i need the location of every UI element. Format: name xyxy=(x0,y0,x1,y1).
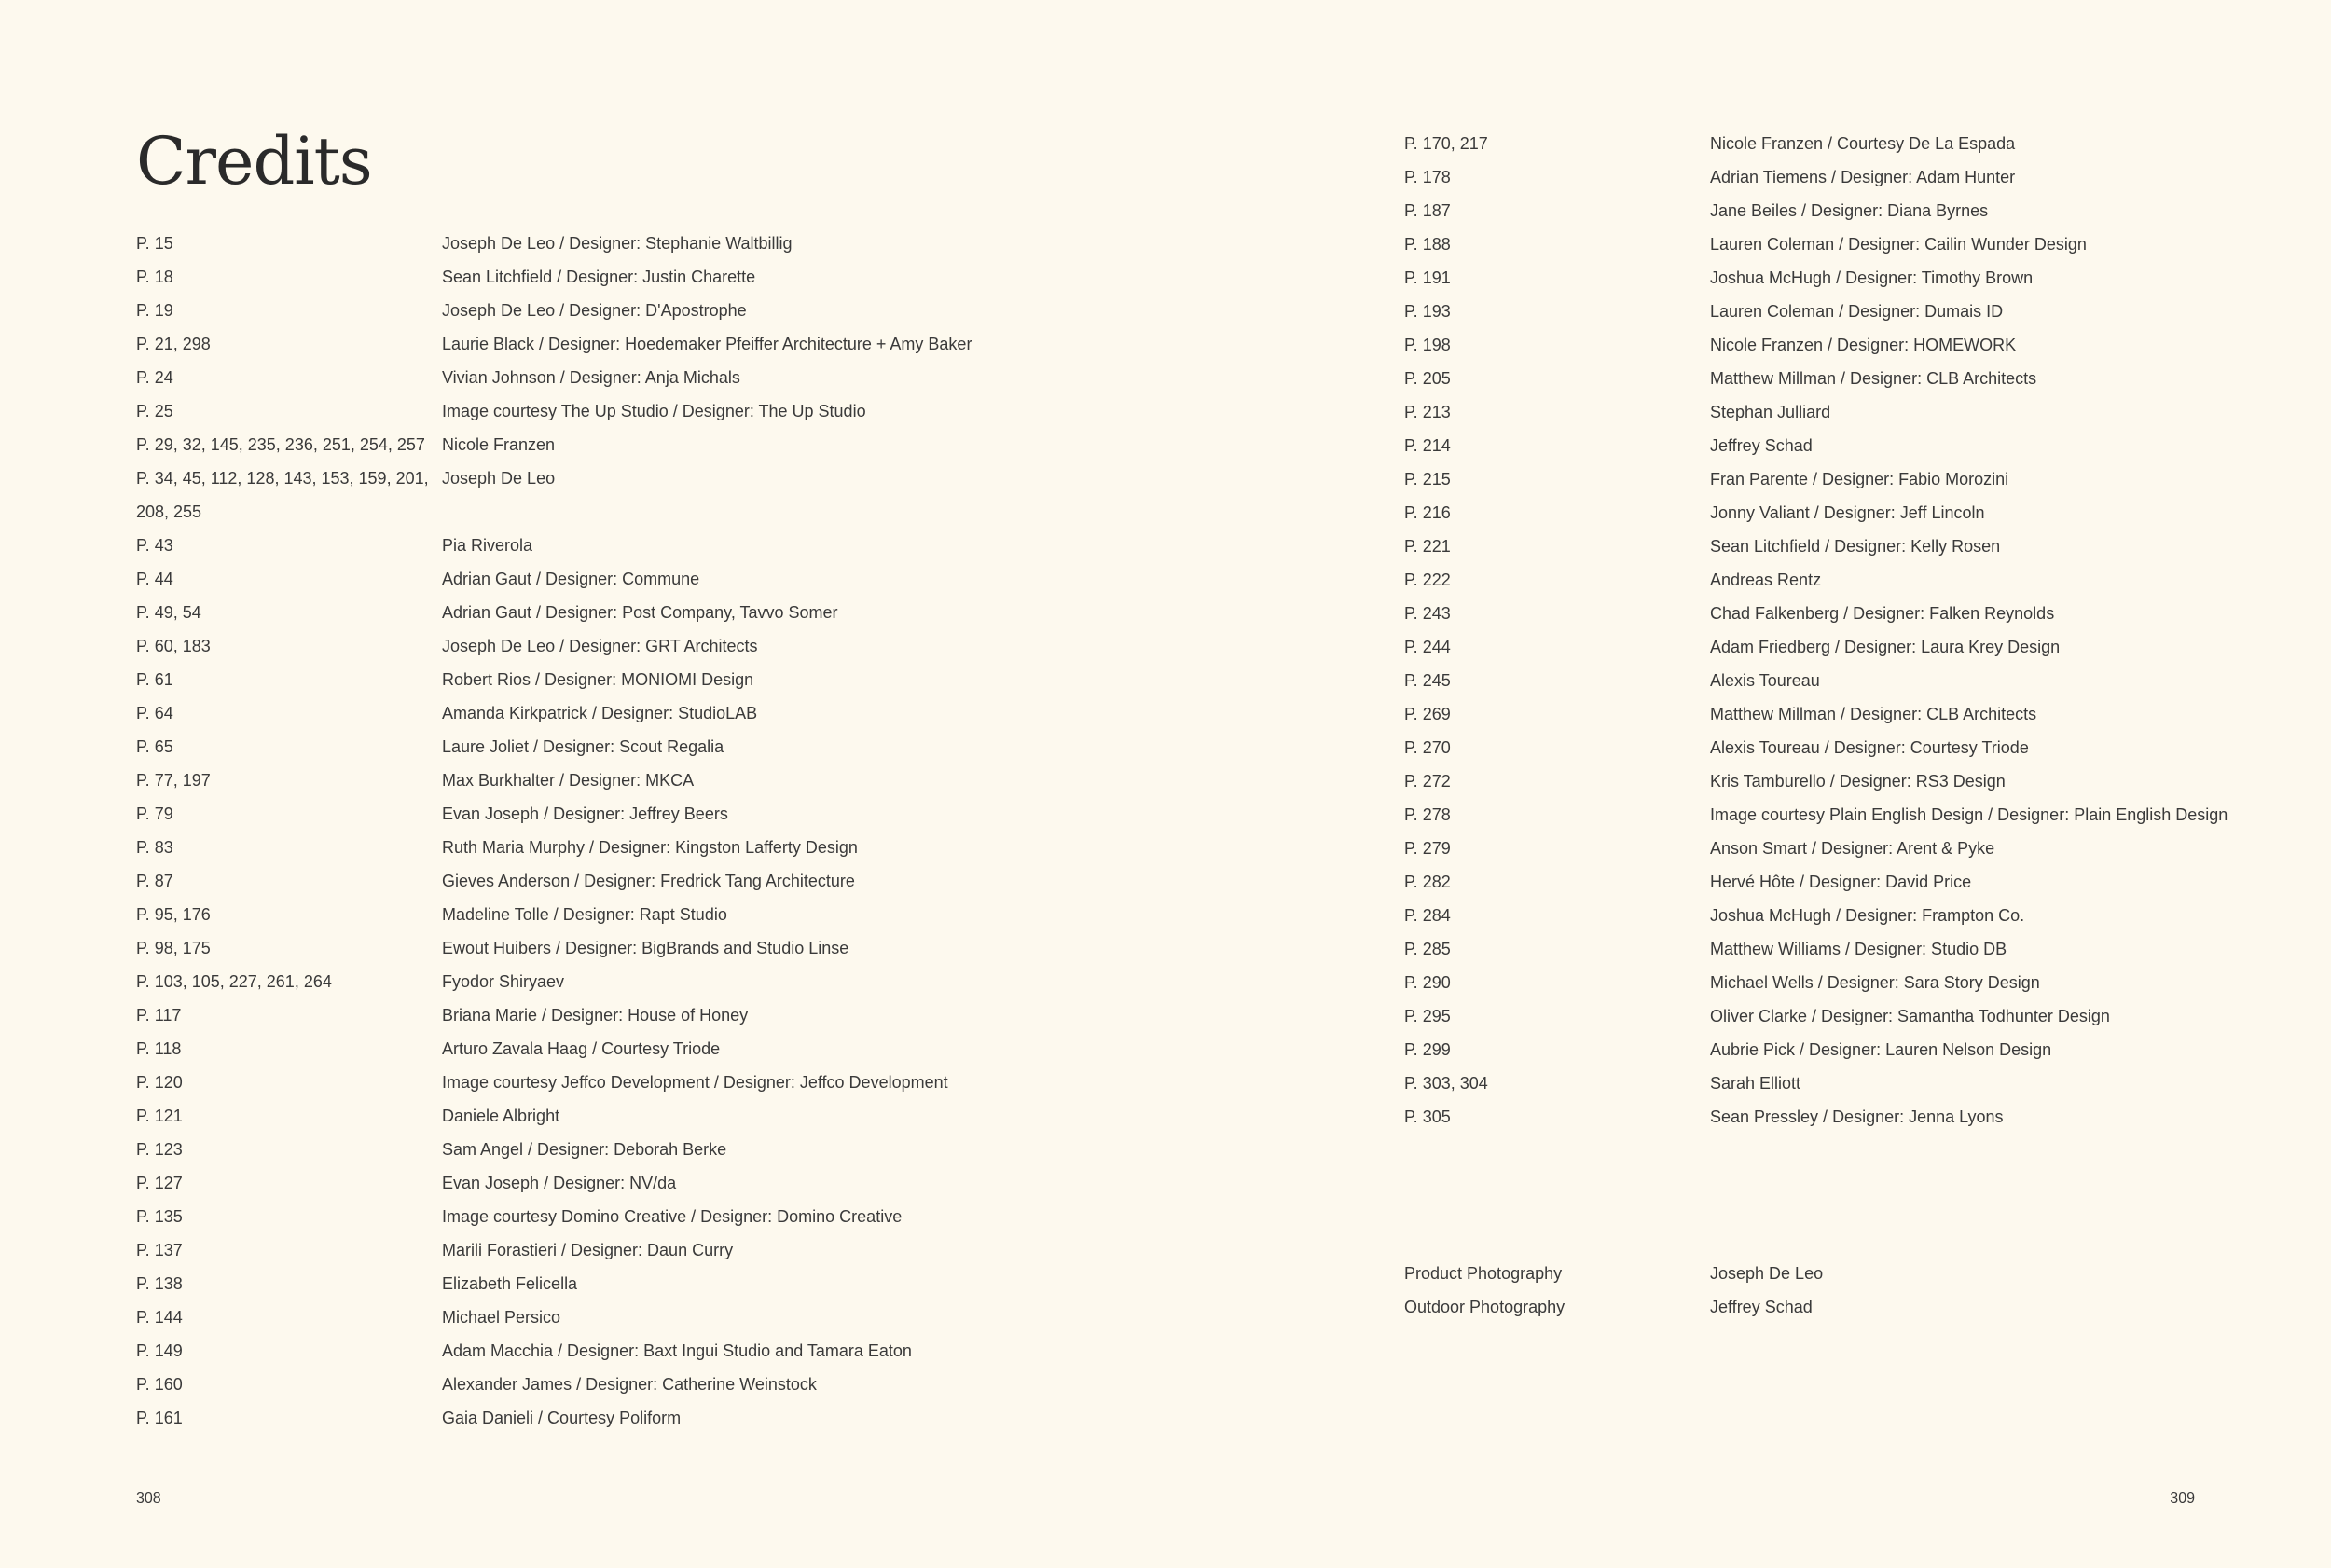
credit-pages: P. 95, 176 xyxy=(136,905,211,924)
credit-pages: P. 34, 45, 112, 128, 143, 153, 159, 201, xyxy=(136,469,429,488)
credit-name: Kris Tamburello / Designer: RS3 Design xyxy=(1710,772,2006,791)
credit-name: Laurie Black / Designer: Hoedemaker Pfeiffer Architecture + Amy Baker xyxy=(442,335,972,353)
credit-name: Joseph De Leo / Designer: GRT Architects xyxy=(442,637,758,655)
credit-name: Anson Smart / Designer: Arent & Pyke xyxy=(1710,839,1995,858)
credit-name: Jane Beiles / Designer: Diana Byrnes xyxy=(1710,201,1989,220)
credit-name: Jeffrey Schad xyxy=(1710,1298,1813,1316)
credit-name: Andreas Rentz xyxy=(1710,571,1822,589)
credit-name: Max Burkhalter / Designer: MKCA xyxy=(442,771,695,790)
credit-row xyxy=(1404,462,2228,496)
credit-row xyxy=(136,998,972,1032)
credit-name: Alexander James / Designer: Catherine Weinstock xyxy=(442,1375,817,1394)
credit-row xyxy=(136,797,972,831)
credit-row xyxy=(1404,261,2228,295)
credit-name: Aubrie Pick / Designer: Lauren Nelson Design xyxy=(1710,1040,2052,1059)
credit-row xyxy=(136,831,972,864)
credit-name: Evan Joseph / Designer: Jeffrey Beers xyxy=(442,805,728,823)
credit-name: Oliver Clarke / Designer: Samantha Todhunter Design xyxy=(1710,1007,2110,1025)
credit-row xyxy=(136,260,972,294)
credit-name: Evan Joseph / Designer: NV/da xyxy=(442,1174,677,1192)
credit-row xyxy=(136,495,972,529)
credit-row xyxy=(1404,127,2228,160)
credit-pages: P. 64 xyxy=(136,704,173,722)
credit-pages: P. 178 xyxy=(1404,168,1451,186)
credit-name: Nicole Franzen / Courtesy De La Espada xyxy=(1710,134,2016,153)
credit-name: Pia Riverola xyxy=(442,536,533,555)
credit-pages: P. 60, 183 xyxy=(136,637,211,655)
credit-pages: P. 137 xyxy=(136,1241,183,1259)
credit-pages: P. 98, 175 xyxy=(136,939,211,957)
credit-pages: P. 244 xyxy=(1404,638,1451,656)
credit-name: Madeline Tolle / Designer: Rapt Studio xyxy=(442,905,727,924)
credit-row xyxy=(136,1099,972,1133)
credit-pages: P. 83 xyxy=(136,838,173,857)
credit-pages: P. 65 xyxy=(136,737,173,756)
credit-row xyxy=(136,428,972,461)
credit-row xyxy=(1404,395,2228,429)
credit-name: Arturo Zavala Haag / Courtesy Triode xyxy=(442,1039,721,1058)
credit-row xyxy=(1404,731,2228,764)
credit-pages: P. 305 xyxy=(1404,1107,1451,1126)
credit-pages: P. 161 xyxy=(136,1409,183,1427)
credit-pages: P. 24 xyxy=(136,368,173,387)
credit-row xyxy=(1404,496,2228,530)
credit-pages: P. 77, 197 xyxy=(136,771,211,790)
credit-name: Image courtesy Domino Creative / Designer: Domino Creative xyxy=(442,1207,903,1226)
credit-row xyxy=(136,864,972,898)
credit-pages: P. 188 xyxy=(1404,235,1451,254)
credit-name: Sam Angel / Designer: Deborah Berke xyxy=(442,1140,727,1159)
credit-row xyxy=(1404,865,2228,899)
credit-name: Matthew Williams / Designer: Studio DB xyxy=(1710,940,2007,958)
credit-pages: P. 205 xyxy=(1404,369,1451,388)
credit-row xyxy=(136,1032,972,1066)
credit-pages: P. 103, 105, 227, 261, 264 xyxy=(136,972,332,991)
credit-pages: P. 214 xyxy=(1404,436,1451,455)
credit-row xyxy=(136,1334,972,1368)
credit-pages: P. 215 xyxy=(1404,470,1451,488)
credit-name: Jeffrey Schad xyxy=(1710,436,1813,455)
credit-name: Sean Litchfield / Designer: Justin Charette xyxy=(442,268,756,286)
credit-name: Briana Marie / Designer: House of Honey xyxy=(442,1006,749,1025)
credit-row xyxy=(136,596,972,629)
credit-row xyxy=(1404,764,2228,798)
credit-name: Robert Rios / Designer: MONIOMI Design xyxy=(442,670,754,689)
credit-name: Sean Pressley / Designer: Jenna Lyons xyxy=(1710,1107,2004,1126)
photography-credits-list xyxy=(1404,1257,1823,1324)
credit-row xyxy=(136,965,972,998)
credit-pages: P. 149 xyxy=(136,1341,183,1360)
credit-name: Hervé Hôte / Designer: David Price xyxy=(1710,873,1972,891)
credit-pages: P. 87 xyxy=(136,872,173,890)
credit-name: Nicole Franzen / Designer: HOMEWORK xyxy=(1710,336,2017,354)
credit-row xyxy=(1404,1033,2228,1066)
credit-pages: P. 187 xyxy=(1404,201,1451,220)
credit-pages: P. 135 xyxy=(136,1207,183,1226)
credit-name: Joseph De Leo xyxy=(442,469,556,488)
credit-row xyxy=(1404,664,2228,697)
credit-name: Daniele Albright xyxy=(442,1107,560,1125)
credit-name: Adrian Gaut / Designer: Commune xyxy=(442,570,700,588)
credit-name: Joshua McHugh / Designer: Timothy Brown xyxy=(1710,268,2034,287)
credit-name: Joseph De Leo / Designer: Stephanie Waltbillig xyxy=(442,234,793,253)
credit-pages: P. 299 xyxy=(1404,1040,1451,1059)
credit-pages: P. 117 xyxy=(136,1006,182,1025)
right-credits-list xyxy=(1404,127,2228,1134)
page-title: Credits xyxy=(136,123,372,199)
credit-pages: P. 282 xyxy=(1404,873,1451,891)
credit-pages: P. 19 xyxy=(136,301,173,320)
left-credits-list xyxy=(136,227,972,1435)
credit-name: Joshua McHugh / Designer: Frampton Co. xyxy=(1710,906,2025,925)
credit-pages: P. 279 xyxy=(1404,839,1451,858)
credit-name: Adam Macchia / Designer: Baxt Ingui Studio and Tamara Eaton xyxy=(442,1341,912,1360)
credit-name: Adrian Gaut / Designer: Post Company, Tavvo Somer xyxy=(442,603,838,622)
credit-row xyxy=(1404,899,2228,932)
credit-pages: P. 18 xyxy=(136,268,173,286)
credit-pages: P. 25 xyxy=(136,402,173,420)
credit-name: Sarah Elliott xyxy=(1710,1074,1801,1093)
credit-name: Joseph De Leo xyxy=(1710,1264,1824,1283)
credit-row xyxy=(136,663,972,696)
credit-row xyxy=(1404,932,2228,966)
credit-name: Nicole Franzen xyxy=(442,435,556,454)
right-page xyxy=(1166,0,2331,1568)
credit-name: Joseph De Leo / Designer: D'Apostrophe xyxy=(442,301,747,320)
credit-row xyxy=(1404,160,2228,194)
credit-pages: P. 144 xyxy=(136,1308,183,1327)
credit-row xyxy=(136,562,972,596)
credit-row xyxy=(136,529,972,562)
credit-row xyxy=(136,1267,972,1300)
credit-name: Michael Persico xyxy=(442,1308,561,1327)
credit-pages: Product Photography xyxy=(1404,1264,1563,1283)
credit-pages: P. 269 xyxy=(1404,705,1451,723)
credit-name: Image courtesy The Up Studio / Designer: The Up Studio xyxy=(442,402,866,420)
credit-row xyxy=(136,898,972,931)
credit-row xyxy=(136,1133,972,1166)
credit-pages: P. 61 xyxy=(136,670,173,689)
credit-pages: P. 290 xyxy=(1404,973,1451,992)
credit-pages: P. 123 xyxy=(136,1140,183,1159)
credit-name: Adrian Tiemens / Designer: Adam Hunter xyxy=(1710,168,2016,186)
credit-row xyxy=(136,1401,972,1435)
credit-name: Jonny Valiant / Designer: Jeff Lincoln xyxy=(1710,503,1985,522)
credit-row xyxy=(1404,362,2228,395)
credit-name: Image courtesy Plain English Design / Designer: Plain English Design xyxy=(1710,805,2228,824)
credit-name: Adam Friedberg / Designer: Laura Krey Design xyxy=(1710,638,2061,656)
credit-pages: P. 191 xyxy=(1404,268,1451,287)
credit-name: Matthew Millman / Designer: CLB Architects xyxy=(1710,705,2037,723)
credit-pages: P. 213 xyxy=(1404,403,1451,421)
credit-name: Chad Falkenberg / Designer: Falken Reynolds xyxy=(1710,604,2055,623)
credit-pages: P. 138 xyxy=(136,1274,183,1293)
credit-name: Lauren Coleman / Designer: Cailin Wunder Design xyxy=(1710,235,2087,254)
credit-name: Ewout Huibers / Designer: BigBrands and Studio Linse xyxy=(442,939,849,957)
credit-row xyxy=(1404,530,2228,563)
credit-row xyxy=(136,730,972,763)
credit-pages: P. 127 xyxy=(136,1174,183,1192)
credit-row xyxy=(1404,697,2228,731)
credit-name: Amanda Kirkpatrick / Designer: StudioLAB xyxy=(442,704,758,722)
credit-pages: P. 121 xyxy=(136,1107,183,1125)
credit-row xyxy=(136,227,972,260)
credit-pages: P. 278 xyxy=(1404,805,1451,824)
credit-row xyxy=(1404,966,2228,999)
credit-pages: P. 285 xyxy=(1404,940,1451,958)
credit-pages: P. 284 xyxy=(1404,906,1451,925)
credit-pages: P. 118 xyxy=(136,1039,182,1058)
credit-row xyxy=(136,1368,972,1401)
credit-row xyxy=(136,394,972,428)
credit-pages: P. 21, 298 xyxy=(136,335,211,353)
credit-pages: P. 43 xyxy=(136,536,173,555)
credit-name: Ruth Maria Murphy / Designer: Kingston Lafferty Design xyxy=(442,838,858,857)
credit-pages: P. 243 xyxy=(1404,604,1451,623)
credit-row xyxy=(136,294,972,327)
credit-pages: P. 120 xyxy=(136,1073,183,1092)
credit-row xyxy=(1404,1257,1823,1290)
credit-name: Fyodor Shiryaev xyxy=(442,972,565,991)
credit-pages: P. 15 xyxy=(136,234,173,253)
credit-name: Alexis Toureau xyxy=(1710,671,1820,690)
credit-pages: P. 272 xyxy=(1404,772,1451,791)
credit-row xyxy=(136,1300,972,1334)
credit-row xyxy=(1404,798,2228,832)
credit-row xyxy=(136,461,972,495)
credit-row xyxy=(1404,227,2228,261)
credit-row xyxy=(1404,1100,2228,1134)
credit-pages: P. 222 xyxy=(1404,571,1451,589)
credit-name: Alexis Toureau / Designer: Courtesy Triode xyxy=(1710,738,2029,757)
credit-name: Fran Parente / Designer: Fabio Morozini xyxy=(1710,470,2009,488)
credit-row xyxy=(136,1233,972,1267)
credit-name: Image courtesy Jeffco Development / Designer: Jeffco Development xyxy=(442,1073,948,1092)
credit-row xyxy=(136,931,972,965)
credit-name: Stephan Julliard xyxy=(1710,403,1831,421)
credit-pages: P. 270 xyxy=(1404,738,1451,757)
credit-pages: Outdoor Photography xyxy=(1404,1298,1565,1316)
credit-pages: P. 193 xyxy=(1404,302,1451,321)
credit-row xyxy=(1404,429,2228,462)
credit-row xyxy=(1404,597,2228,630)
credit-row xyxy=(1404,999,2228,1033)
credit-pages: P. 160 xyxy=(136,1375,183,1394)
credit-row xyxy=(136,763,972,797)
credit-name: Elizabeth Felicella xyxy=(442,1274,578,1293)
credit-pages: P. 198 xyxy=(1404,336,1451,354)
credit-row xyxy=(1404,630,2228,664)
credit-name: Marili Forastieri / Designer: Daun Curry xyxy=(442,1241,734,1259)
credit-name: Vivian Johnson / Designer: Anja Michals xyxy=(442,368,740,387)
credit-pages: P. 79 xyxy=(136,805,173,823)
credit-row xyxy=(1404,832,2228,865)
credit-pages: P. 170, 217 xyxy=(1404,134,1488,153)
credit-row xyxy=(1404,295,2228,328)
credit-name: Gaia Danieli / Courtesy Poliform xyxy=(442,1409,682,1427)
page-number-left: 308 xyxy=(136,1491,161,1506)
credit-row xyxy=(136,696,972,730)
credit-pages: P. 221 xyxy=(1404,537,1451,556)
credit-pages: P. 295 xyxy=(1404,1007,1451,1025)
credit-row xyxy=(1404,328,2228,362)
credit-name: Laure Joliet / Designer: Scout Regalia xyxy=(442,737,724,756)
credit-row xyxy=(1404,1066,2228,1100)
credit-row xyxy=(136,327,972,361)
credit-pages: P. 44 xyxy=(136,570,173,588)
credit-pages: P. 29, 32, 145, 235, 236, 251, 254, 257 xyxy=(136,435,425,454)
credit-name: Gieves Anderson / Designer: Fredrick Tang Architecture xyxy=(442,872,855,890)
credit-row xyxy=(136,1166,972,1200)
credit-row xyxy=(1404,1290,1823,1324)
credit-pages: P. 245 xyxy=(1404,671,1451,690)
credit-pages: 208, 255 xyxy=(136,502,202,521)
page-number-right: 309 xyxy=(2170,1491,2195,1506)
credit-row xyxy=(1404,194,2228,227)
credit-name: Matthew Millman / Designer: CLB Architects xyxy=(1710,369,2037,388)
credit-row xyxy=(1404,563,2228,597)
credit-pages: P. 216 xyxy=(1404,503,1451,522)
credit-row xyxy=(136,629,972,663)
credit-pages: P. 49, 54 xyxy=(136,603,201,622)
credit-row xyxy=(136,1200,972,1233)
credit-name: Lauren Coleman / Designer: Dumais ID xyxy=(1710,302,2004,321)
credit-row xyxy=(136,361,972,394)
credit-row xyxy=(136,1066,972,1099)
credit-name: Sean Litchfield / Designer: Kelly Rosen xyxy=(1710,537,2001,556)
credit-name: Michael Wells / Designer: Sara Story Design xyxy=(1710,973,2040,992)
credit-pages: P. 303, 304 xyxy=(1404,1074,1488,1093)
